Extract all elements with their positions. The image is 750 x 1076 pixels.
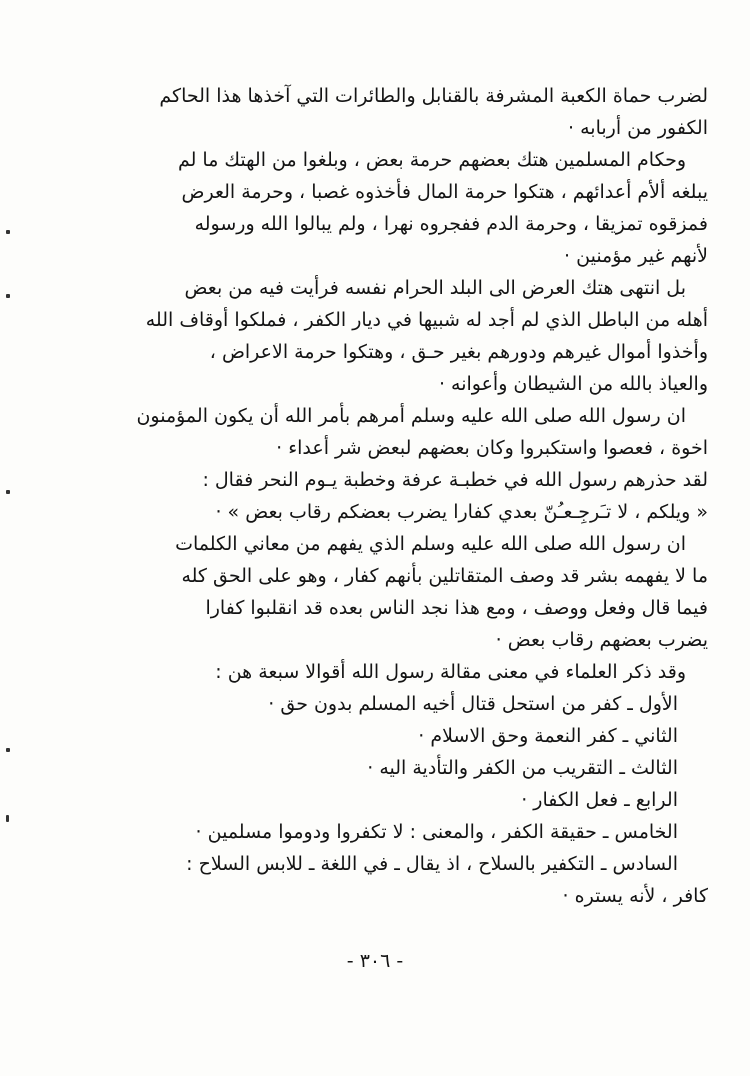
text-line: كافر ، لأنه يستره · (562, 885, 708, 907)
text-line: وأخذوا أموال غيرهم ودورهم بغير حـق ، وهتكوا حرمة الاعراض ، (209, 341, 708, 363)
margin-mark (6, 490, 10, 494)
text-line: يضرب بعضهم رقاب بعض · (495, 629, 708, 651)
text-line: فيما قال وفعل ووصف ، ومع هذا نجد الناس بعده قد انقلبوا كفارا (205, 597, 708, 619)
body-text (68, 80, 708, 912)
text-line: فمزقوه تمزيقا ، وحرمة الدم ففجروه نهرا ، ولم يبالوا الله ورسوله (194, 213, 708, 235)
list-item: الثاني ـ كفر النعمة وحق الاسلام · (418, 725, 678, 747)
text-line: لأنهم غير مؤمنين · (564, 245, 708, 267)
page-number: - ٣٠٦ - (346, 950, 404, 972)
text-line: الكفور من أربابه · (568, 117, 708, 139)
text-line: ان رسول الله صلى الله عليه وسلم أمرهم بأمر الله أن يكون المؤمنون (136, 405, 686, 427)
text-line: وحكام المسلمين هتك بعضهم حرمة بعض ، وبلغوا من الهتك ما لم (177, 149, 686, 171)
margin-mark (6, 294, 10, 298)
text-line: يبلغه ألأم أعدائهم ، هتكوا حرمة المال فأخذوه غصبا ، وحرمة العرض (181, 181, 708, 203)
text-line: وقد ذكر العلماء في معنى مقالة رسول الله أقوالا سبعة هن : (215, 661, 686, 683)
list-item: الأول ـ كفر من استحل قتال أخيه المسلم بدون حق · (268, 693, 678, 715)
list-item: الرابع ـ فعل الكفار · (521, 789, 678, 811)
text-line: ان رسول الله صلى الله عليه وسلم الذي يفهم من معاني الكلمات (175, 533, 686, 555)
text-line: والعياذ بالله من الشيطان وأعوانه · (438, 373, 708, 395)
margin-mark (6, 230, 10, 234)
margin-mark (6, 748, 10, 752)
margin-mark (6, 815, 9, 822)
list-item: الثالث ـ التقريب من الكفر والتأدية اليه · (367, 757, 678, 779)
text-line: اخوة ، فعصوا واستكبروا وكان بعضهم لبعض شر أعداء · (276, 437, 708, 459)
text-line: لقد حذرهم رسول الله في خطبـة عرفة وخطبة يـوم النحر فقال : (202, 469, 708, 491)
list-item: السادس ـ التكفير بالسلاح ، اذ يقال ـ في اللغة ـ للابس السلاح : (186, 853, 678, 875)
list-item: الخامس ـ حقيقة الكفر ، والمعنى : لا تكفروا ودوموا مسلمين · (195, 821, 678, 843)
text-line: « ويلكم ، لا تـَرجِـعـُنّ بعدي كفارا يضرب بعضكم رقاب بعض » · (215, 501, 708, 523)
text-line: ما لا يفهمه بشر قد وصف المتقاتلين بأنهم كفار ، وهو على الحق كله (181, 565, 708, 587)
text-line: لضرب حماة الكعبة المشرفة بالقنابل والطائرات التي آخذها هذا الحاكم (159, 85, 708, 107)
text-line: بل انتهى هتك العرض الى البلد الحرام نفسه فرأيت فيه من بعض (184, 277, 686, 299)
text-line: أهله من الباطل الذي لم أجد له شبيها في ديار الكفر ، فملكوا أوقاف الله (145, 309, 708, 331)
